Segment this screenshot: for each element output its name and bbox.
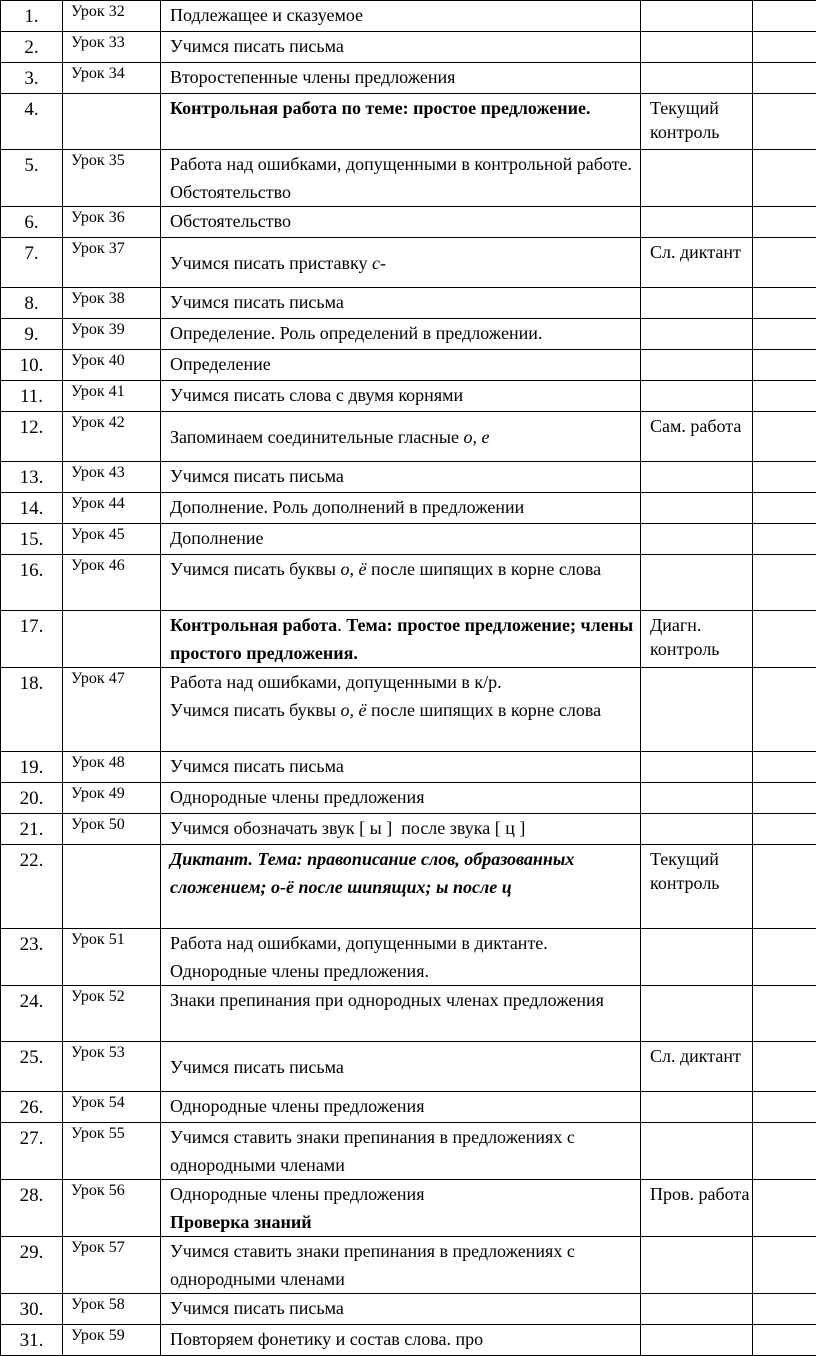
lesson-topic: Контрольная работа по теме: простое предложение. — [161, 94, 641, 150]
lesson-topic: Учимся ставить знаки препинания в предложениях с однородными членами — [161, 1237, 641, 1294]
table-row — [1, 150, 816, 207]
lesson-topic: Обстоятельство — [161, 207, 641, 238]
row-number: 14. — [1, 493, 63, 524]
table-row — [1, 1042, 816, 1092]
lesson-topic: Подлежащее и сказуемое — [161, 1, 641, 32]
lesson-topic: Диктант. Тема: правописание слов, образованных сложением; о-ё после шипящих; ы после ц — [161, 845, 641, 929]
lesson-number: Урок 48 — [63, 752, 161, 783]
empty-cell — [753, 929, 816, 986]
control-type — [641, 814, 753, 845]
control-type — [641, 555, 753, 611]
row-number: 15. — [1, 524, 63, 555]
table-row — [1, 929, 816, 986]
empty-cell — [753, 32, 816, 63]
table-row — [1, 555, 816, 611]
row-number: 28. — [1, 1180, 63, 1237]
empty-cell — [753, 493, 816, 524]
empty-cell — [753, 381, 816, 412]
table-row — [1, 845, 816, 929]
control-type: Пров. работа — [641, 1180, 753, 1237]
empty-cell — [753, 207, 816, 238]
lesson-topic: Дополнение. Роль дополнений в предложении — [161, 493, 641, 524]
control-type: Диагн. контроль — [641, 611, 753, 668]
control-type — [641, 63, 753, 94]
control-type — [641, 150, 753, 207]
lesson-number: Урок 43 — [63, 462, 161, 493]
control-type — [641, 1325, 753, 1356]
lesson-topic: Запоминаем соединительные гласные о, е — [161, 412, 641, 462]
lesson-number: Урок 55 — [63, 1123, 161, 1180]
lesson-number: Урок 35 — [63, 150, 161, 207]
empty-cell — [753, 845, 816, 929]
empty-cell — [753, 524, 816, 555]
lesson-topic: Учимся ставить знаки препинания в предложениях с однородными членами — [161, 1123, 641, 1180]
lesson-topic: Дополнение — [161, 524, 641, 555]
control-type — [641, 1092, 753, 1123]
control-type — [641, 986, 753, 1042]
lesson-number: Урок 46 — [63, 555, 161, 611]
lesson-number: Урок 47 — [63, 668, 161, 752]
lesson-topic: Контрольная работа. Тема: простое предложение; члены простого предложения. — [161, 611, 641, 668]
lesson-topic: Учимся писать буквы о, ё после шипящих в корне слова — [161, 555, 641, 611]
lesson-number: Урок 38 — [63, 288, 161, 319]
control-type — [641, 1237, 753, 1294]
empty-cell — [753, 1325, 816, 1356]
empty-cell — [753, 1123, 816, 1180]
empty-cell — [753, 1294, 816, 1325]
lesson-number: Урок 37 — [63, 238, 161, 288]
empty-cell — [753, 611, 816, 668]
table-row — [1, 1237, 816, 1294]
lesson-topic: Учимся писать письма — [161, 32, 641, 63]
table-row — [1, 814, 816, 845]
row-number: 9. — [1, 319, 63, 350]
empty-cell — [753, 1042, 816, 1092]
table-row — [1, 94, 816, 150]
table-row — [1, 1325, 816, 1356]
table-row — [1, 493, 816, 524]
empty-cell — [753, 462, 816, 493]
lesson-number: Урок 33 — [63, 32, 161, 63]
lesson-topic: Повторяем фонетику и состав слова. про — [161, 1325, 641, 1356]
lesson-topic: Учимся писать письма — [161, 1042, 641, 1092]
table-row — [1, 238, 816, 288]
table-row — [1, 381, 816, 412]
row-number: 31. — [1, 1325, 63, 1356]
empty-cell — [753, 63, 816, 94]
row-number: 2. — [1, 32, 63, 63]
control-type — [641, 381, 753, 412]
table-row — [1, 752, 816, 783]
control-type — [641, 752, 753, 783]
table-row — [1, 668, 816, 752]
lesson-number: Урок 32 — [63, 1, 161, 32]
table-row — [1, 350, 816, 381]
lesson-topic: Учимся обозначать звук [ ы ] после звука [ ц ] — [161, 814, 641, 845]
lesson-number — [63, 845, 161, 929]
empty-cell — [753, 150, 816, 207]
lesson-topic: Работа над ошибками, допущенными в диктанте. Однородные члены предложения. — [161, 929, 641, 986]
lesson-number: Урок 57 — [63, 1237, 161, 1294]
row-number: 20. — [1, 783, 63, 814]
control-type — [641, 929, 753, 986]
lesson-topic: Второстепенные члены предложения — [161, 63, 641, 94]
row-number: 3. — [1, 63, 63, 94]
control-type: Сл. диктант — [641, 1042, 753, 1092]
row-number: 12. — [1, 412, 63, 462]
lesson-number: Урок 34 — [63, 63, 161, 94]
empty-cell — [753, 986, 816, 1042]
row-number: 24. — [1, 986, 63, 1042]
row-number: 1. — [1, 1, 63, 32]
empty-cell — [753, 752, 816, 783]
row-number: 23. — [1, 929, 63, 986]
control-type — [641, 493, 753, 524]
table-row — [1, 412, 816, 462]
control-type — [641, 32, 753, 63]
row-number: 19. — [1, 752, 63, 783]
row-number: 22. — [1, 845, 63, 929]
control-type: Сам. работа — [641, 412, 753, 462]
row-number: 7. — [1, 238, 63, 288]
row-number: 4. — [1, 94, 63, 150]
row-number: 17. — [1, 611, 63, 668]
lesson-topic: Определение. Роль определений в предложении. — [161, 319, 641, 350]
lesson-topic: Учимся писать письма — [161, 752, 641, 783]
row-number: 16. — [1, 555, 63, 611]
lesson-number: Урок 50 — [63, 814, 161, 845]
control-type — [641, 1294, 753, 1325]
control-type — [641, 462, 753, 493]
lesson-number: Урок 42 — [63, 412, 161, 462]
control-type: Текущий контроль — [641, 94, 753, 150]
lesson-topic: Определение — [161, 350, 641, 381]
empty-cell — [753, 412, 816, 462]
table-row — [1, 288, 816, 319]
lesson-topic: Однородные члены предложения Проверка знаний — [161, 1180, 641, 1237]
lesson-number: Урок 45 — [63, 524, 161, 555]
lesson-number: Урок 44 — [63, 493, 161, 524]
empty-cell — [753, 668, 816, 752]
control-type — [641, 350, 753, 381]
table-row — [1, 1092, 816, 1123]
row-number: 5. — [1, 150, 63, 207]
lesson-topic: Работа над ошибками, допущенными в контрольной работе. Обстоятельство — [161, 150, 641, 207]
row-number: 21. — [1, 814, 63, 845]
table-row — [1, 1, 816, 32]
row-number: 26. — [1, 1092, 63, 1123]
empty-cell — [753, 94, 816, 150]
lesson-number: Урок 53 — [63, 1042, 161, 1092]
lesson-topic: Однородные члены предложения — [161, 1092, 641, 1123]
lesson-topic: Знаки препинания при однородных членах предложения — [161, 986, 641, 1042]
table-row — [1, 1123, 816, 1180]
control-type — [641, 668, 753, 752]
lesson-number: Урок 40 — [63, 350, 161, 381]
lesson-number: Урок 58 — [63, 1294, 161, 1325]
control-type — [641, 288, 753, 319]
control-type: Сл. диктант — [641, 238, 753, 288]
lesson-number: Урок 36 — [63, 207, 161, 238]
row-number: 8. — [1, 288, 63, 319]
lesson-number: Урок 51 — [63, 929, 161, 986]
lesson-topic: Учимся писать приставку с- — [161, 238, 641, 288]
row-number: 29. — [1, 1237, 63, 1294]
table-row — [1, 611, 816, 668]
row-number: 6. — [1, 207, 63, 238]
table-row — [1, 1294, 816, 1325]
empty-cell — [753, 288, 816, 319]
row-number: 18. — [1, 668, 63, 752]
lesson-topic: Учимся писать письма — [161, 1294, 641, 1325]
lesson-topic: Работа над ошибками, допущенными в к/р. Учимся писать буквы о, ё после шипящих в корне слова — [161, 668, 641, 752]
lesson-topic: Однородные члены предложения — [161, 783, 641, 814]
empty-cell — [753, 1092, 816, 1123]
lesson-number — [63, 611, 161, 668]
table-row — [1, 207, 816, 238]
row-number: 11. — [1, 381, 63, 412]
control-type — [641, 524, 753, 555]
control-type — [641, 1, 753, 32]
empty-cell — [753, 555, 816, 611]
empty-cell — [753, 350, 816, 381]
table-row — [1, 32, 816, 63]
empty-cell — [753, 1, 816, 32]
table-row — [1, 783, 816, 814]
lesson-number: Урок 52 — [63, 986, 161, 1042]
control-type — [641, 1123, 753, 1180]
control-type — [641, 783, 753, 814]
row-number: 13. — [1, 462, 63, 493]
lesson-number: Урок 59 — [63, 1325, 161, 1356]
lesson-number: Урок 54 — [63, 1092, 161, 1123]
empty-cell — [753, 319, 816, 350]
row-number: 10. — [1, 350, 63, 381]
table-row — [1, 462, 816, 493]
lesson-topic: Учимся писать письма — [161, 288, 641, 319]
table-row — [1, 524, 816, 555]
row-number: 25. — [1, 1042, 63, 1092]
empty-cell — [753, 814, 816, 845]
lesson-topic: Учимся писать письма — [161, 462, 641, 493]
table-row — [1, 63, 816, 94]
row-number: 30. — [1, 1294, 63, 1325]
empty-cell — [753, 783, 816, 814]
table-row — [1, 1180, 816, 1237]
control-type: Текущий контроль — [641, 845, 753, 929]
lesson-number: Урок 41 — [63, 381, 161, 412]
control-type — [641, 207, 753, 238]
lesson-topic: Учимся писать слова с двумя корнями — [161, 381, 641, 412]
empty-cell — [753, 1237, 816, 1294]
empty-cell — [753, 238, 816, 288]
control-type — [641, 319, 753, 350]
lesson-number: Урок 56 — [63, 1180, 161, 1237]
table-row — [1, 986, 816, 1042]
table-row — [1, 319, 816, 350]
row-number: 27. — [1, 1123, 63, 1180]
lesson-number: Урок 39 — [63, 319, 161, 350]
lesson-number: Урок 49 — [63, 783, 161, 814]
empty-cell — [753, 1180, 816, 1237]
lesson-number — [63, 94, 161, 150]
